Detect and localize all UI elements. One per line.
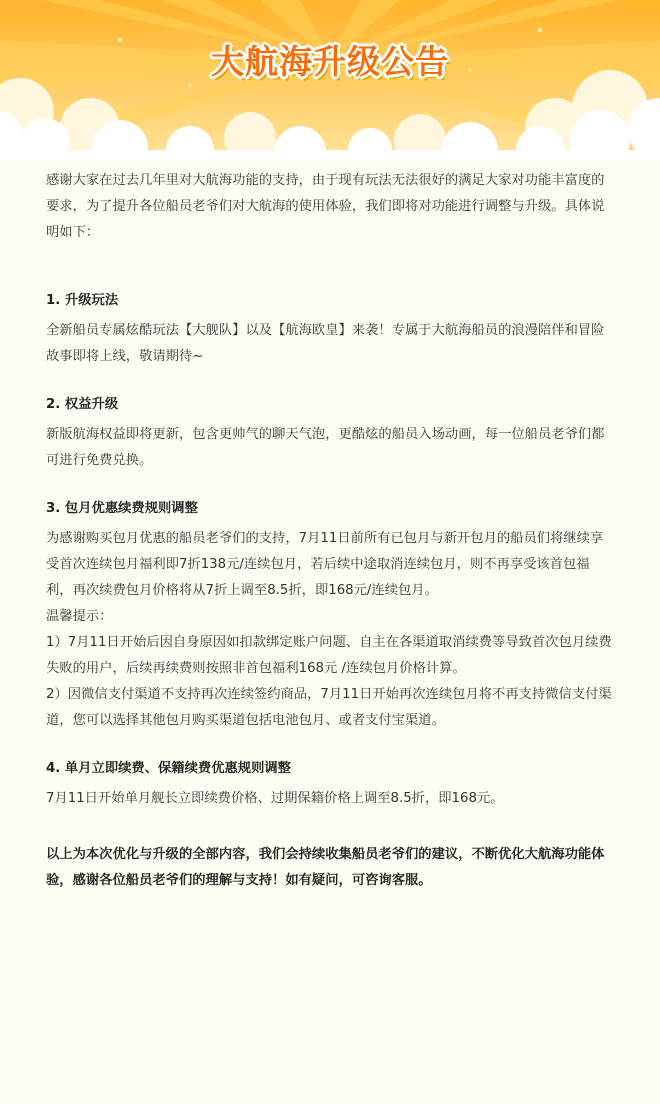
section-upgrade-gameplay <box>46 288 612 370</box>
section-paragraph: 7月11日开始单月舰长立即续费价格、过期保籍价格上调至8.5折，即168元。 <box>46 791 504 806</box>
banner <box>0 0 660 160</box>
tips-label: 温馨提示： <box>46 609 113 624</box>
announcement-body <box>46 168 612 894</box>
section-benefit-upgrade <box>46 392 612 474</box>
section-paragraph: 新版航海权益即将更新，包含更帅气的聊天气泡，更酷炫的船员入场动画，每一位船员老爷们都可进行免费兑换。 <box>46 427 605 468</box>
section-title: 2. 权益升级 <box>46 397 119 412</box>
section-paragraph: 全新船员专属炫酷玩法【大舰队】以及【航海欧皇】来袭！专属于大航海船员的浪漫陪伴和冒险故事即将上线，敬请期待~ <box>46 323 605 364</box>
section-title: 1. 升级玩法 <box>46 293 119 308</box>
section-paragraph: 为感谢购买包月优惠的船员老爷们的支持，7月11日前所有已包月与新开包月的船员们将继续享受首次连续包月福利即7折138元/连续包月，若后续中途取消连续包月，则不再享受该首包福利，再次续费包月价格将从7折上调至8.5折，即168元/连续包月。 <box>46 531 604 598</box>
page-title: 大航海升级公告 <box>211 42 449 81</box>
tip-item: 2）因微信支付渠道不支持再次连续签约商品，7月11日开始再次连续包月将不再支持微信支付渠道，您可以选择其他包月购买渠道包括电池包月、或者支付宝渠道。 <box>46 687 612 728</box>
section-title: 3. 包月优惠续费规则调整 <box>46 501 198 516</box>
intro-paragraph: 感谢大家在过去几年里对大航海功能的支持，由于现有玩法无法很好的满足大家对功能丰富度的要求，为了提升各位船员老爷们对大航海的使用体验，我们即将对功能进行调整与升级。具体说明如下： <box>46 173 605 240</box>
section-single-month-renewal <box>46 756 612 812</box>
section-monthly-renewal-rules <box>46 496 612 734</box>
section-title: 4. 单月立即续费、保籍续费优惠规则调整 <box>46 761 291 776</box>
tip-item: 1）7月11日开始后因自身原因如扣款绑定账户问题、自主在各渠道取消续费等导致首次包月续费失败的用户，后续再续费则按照非首包福利168元 /连续包月价格计算。 <box>46 635 612 676</box>
conclusion-paragraph: 以上为本次优化与升级的全部内容，我们会持续收集船员老爷们的建议，不断优化大航海功能体验，感谢各位船员老爷们的理解与支持！如有疑问，可咨询客服。 <box>46 847 605 888</box>
